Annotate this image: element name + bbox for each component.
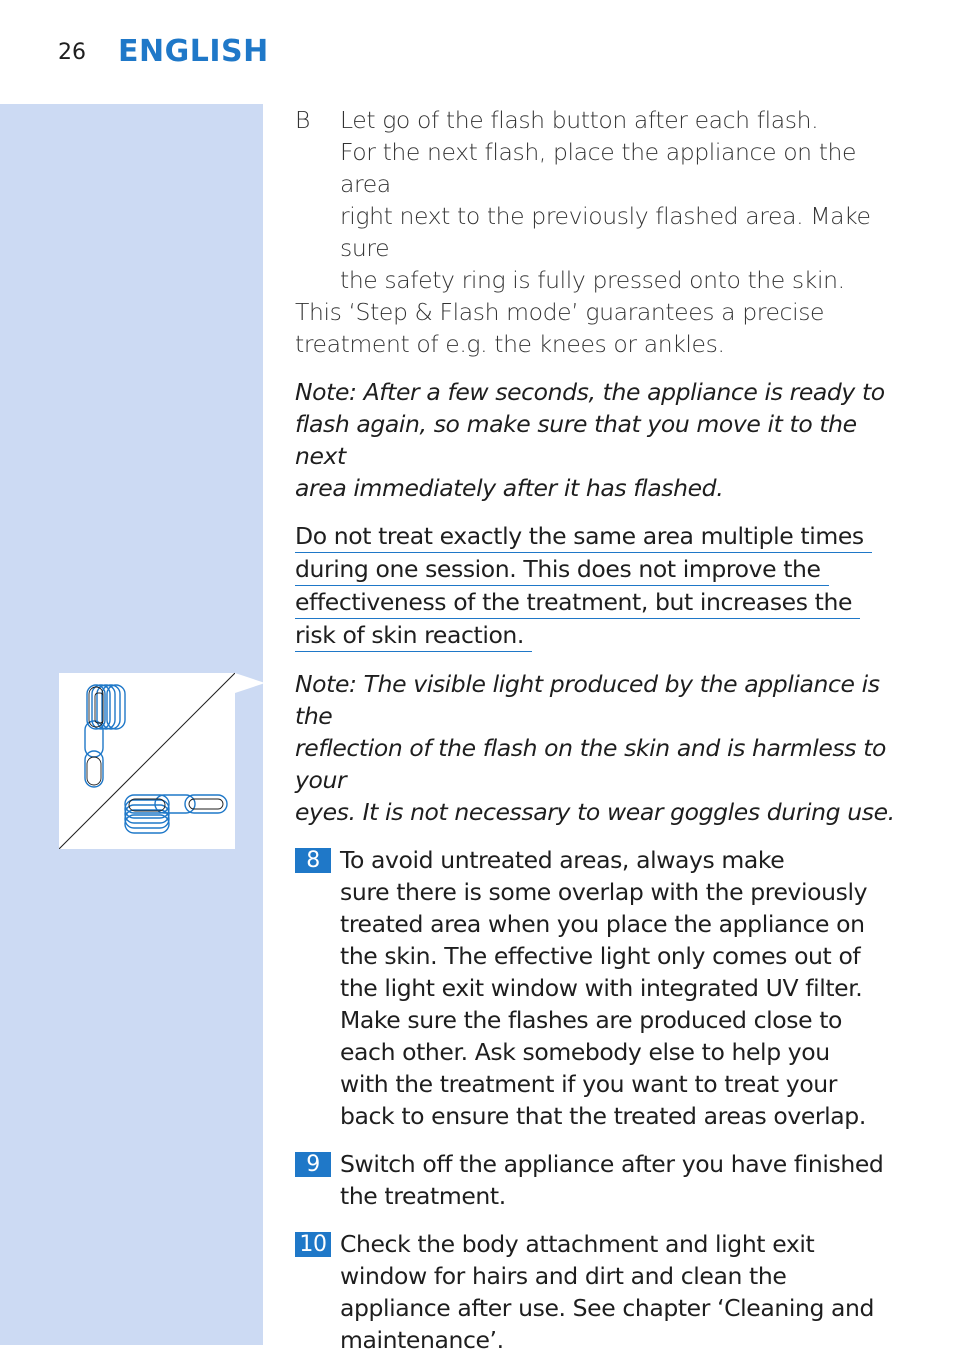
step-number-badge: 9	[295, 1152, 331, 1177]
warning-line: risk of skin reaction.	[295, 619, 532, 652]
note-line: Note: The visible light produced by the appliance is the	[295, 670, 880, 730]
section-title: ENGLISH	[118, 34, 269, 69]
note-line: area immediately after it has flashed.	[295, 474, 724, 502]
step-line: maintenance’.	[340, 1326, 504, 1354]
step-b	[295, 104, 905, 296]
step-b-line: the safety ring is fully pressed onto the skin.	[340, 266, 845, 294]
step-number-badge: 10	[295, 1232, 331, 1257]
step-number-badge: 8	[295, 848, 331, 873]
step-letter: B	[295, 106, 310, 134]
note-line: Note: After a few seconds, the appliance is ready to	[295, 378, 885, 406]
note-ready-to-flash	[295, 376, 905, 504]
note-line: eyes. It is not necessary to wear goggles during use.	[295, 798, 895, 826]
step-b-line: For the next flash, place the appliance on the area	[340, 138, 857, 198]
note-line: flash again, so make sure that you move it to the next	[295, 410, 857, 470]
figure-pointer	[235, 673, 265, 693]
step-line: Make sure the flashes are produced close to	[340, 1006, 843, 1034]
paragraph-line: treatment of e.g. the knees or ankles.	[295, 330, 725, 358]
step-line: back to ensure that the treated areas overlap.	[340, 1102, 866, 1130]
step-b-line: Let go of the flash button after each flash.	[340, 106, 819, 134]
step-b-line: right next to the previously flashed area. Make sure	[340, 202, 871, 262]
step-line: each other. Ask somebody else to help you	[340, 1038, 830, 1066]
note-visible-light	[295, 668, 905, 828]
step-line: sure there is some overlap with the previously	[340, 878, 868, 906]
step-line: window for hairs and dirt and clean the	[340, 1262, 787, 1290]
step-line: the treatment.	[340, 1182, 506, 1210]
step-9	[295, 1148, 905, 1212]
step-line: To avoid untreated areas, always make	[340, 846, 785, 874]
step-line: the light exit window with integrated UV filter.	[340, 974, 863, 1002]
paragraph-step-flash-mode	[295, 296, 905, 360]
step-line: treated area when you place the appliance on	[340, 910, 865, 938]
overlap-illustration	[59, 673, 235, 849]
step-line: Check the body attachment and light exit	[340, 1230, 815, 1258]
step-line: the skin. The effective light only comes out of	[340, 942, 861, 970]
content-column	[295, 104, 905, 1356]
note-line: reflection of the flash on the skin and is harmless to your	[295, 734, 886, 794]
step-line: appliance after use. See chapter ‘Cleaning and	[340, 1294, 875, 1322]
warning-same-area	[295, 520, 905, 652]
page-number: 26	[58, 40, 86, 65]
overlap-diagram-icon	[59, 673, 235, 849]
paragraph-line: This ‘Step & Flash mode’ guarantees a precise	[295, 298, 825, 326]
step-10	[295, 1228, 905, 1356]
warning-line: during one session. This does not improve the	[295, 553, 829, 586]
warning-line: effectiveness of the treatment, but increases the	[295, 586, 860, 619]
step-8	[295, 844, 905, 1132]
step-line: with the treatment if you want to treat your	[340, 1070, 838, 1098]
step-line: Switch off the appliance after you have finished	[340, 1150, 884, 1178]
warning-line: Do not treat exactly the same area multiple times	[295, 520, 872, 553]
